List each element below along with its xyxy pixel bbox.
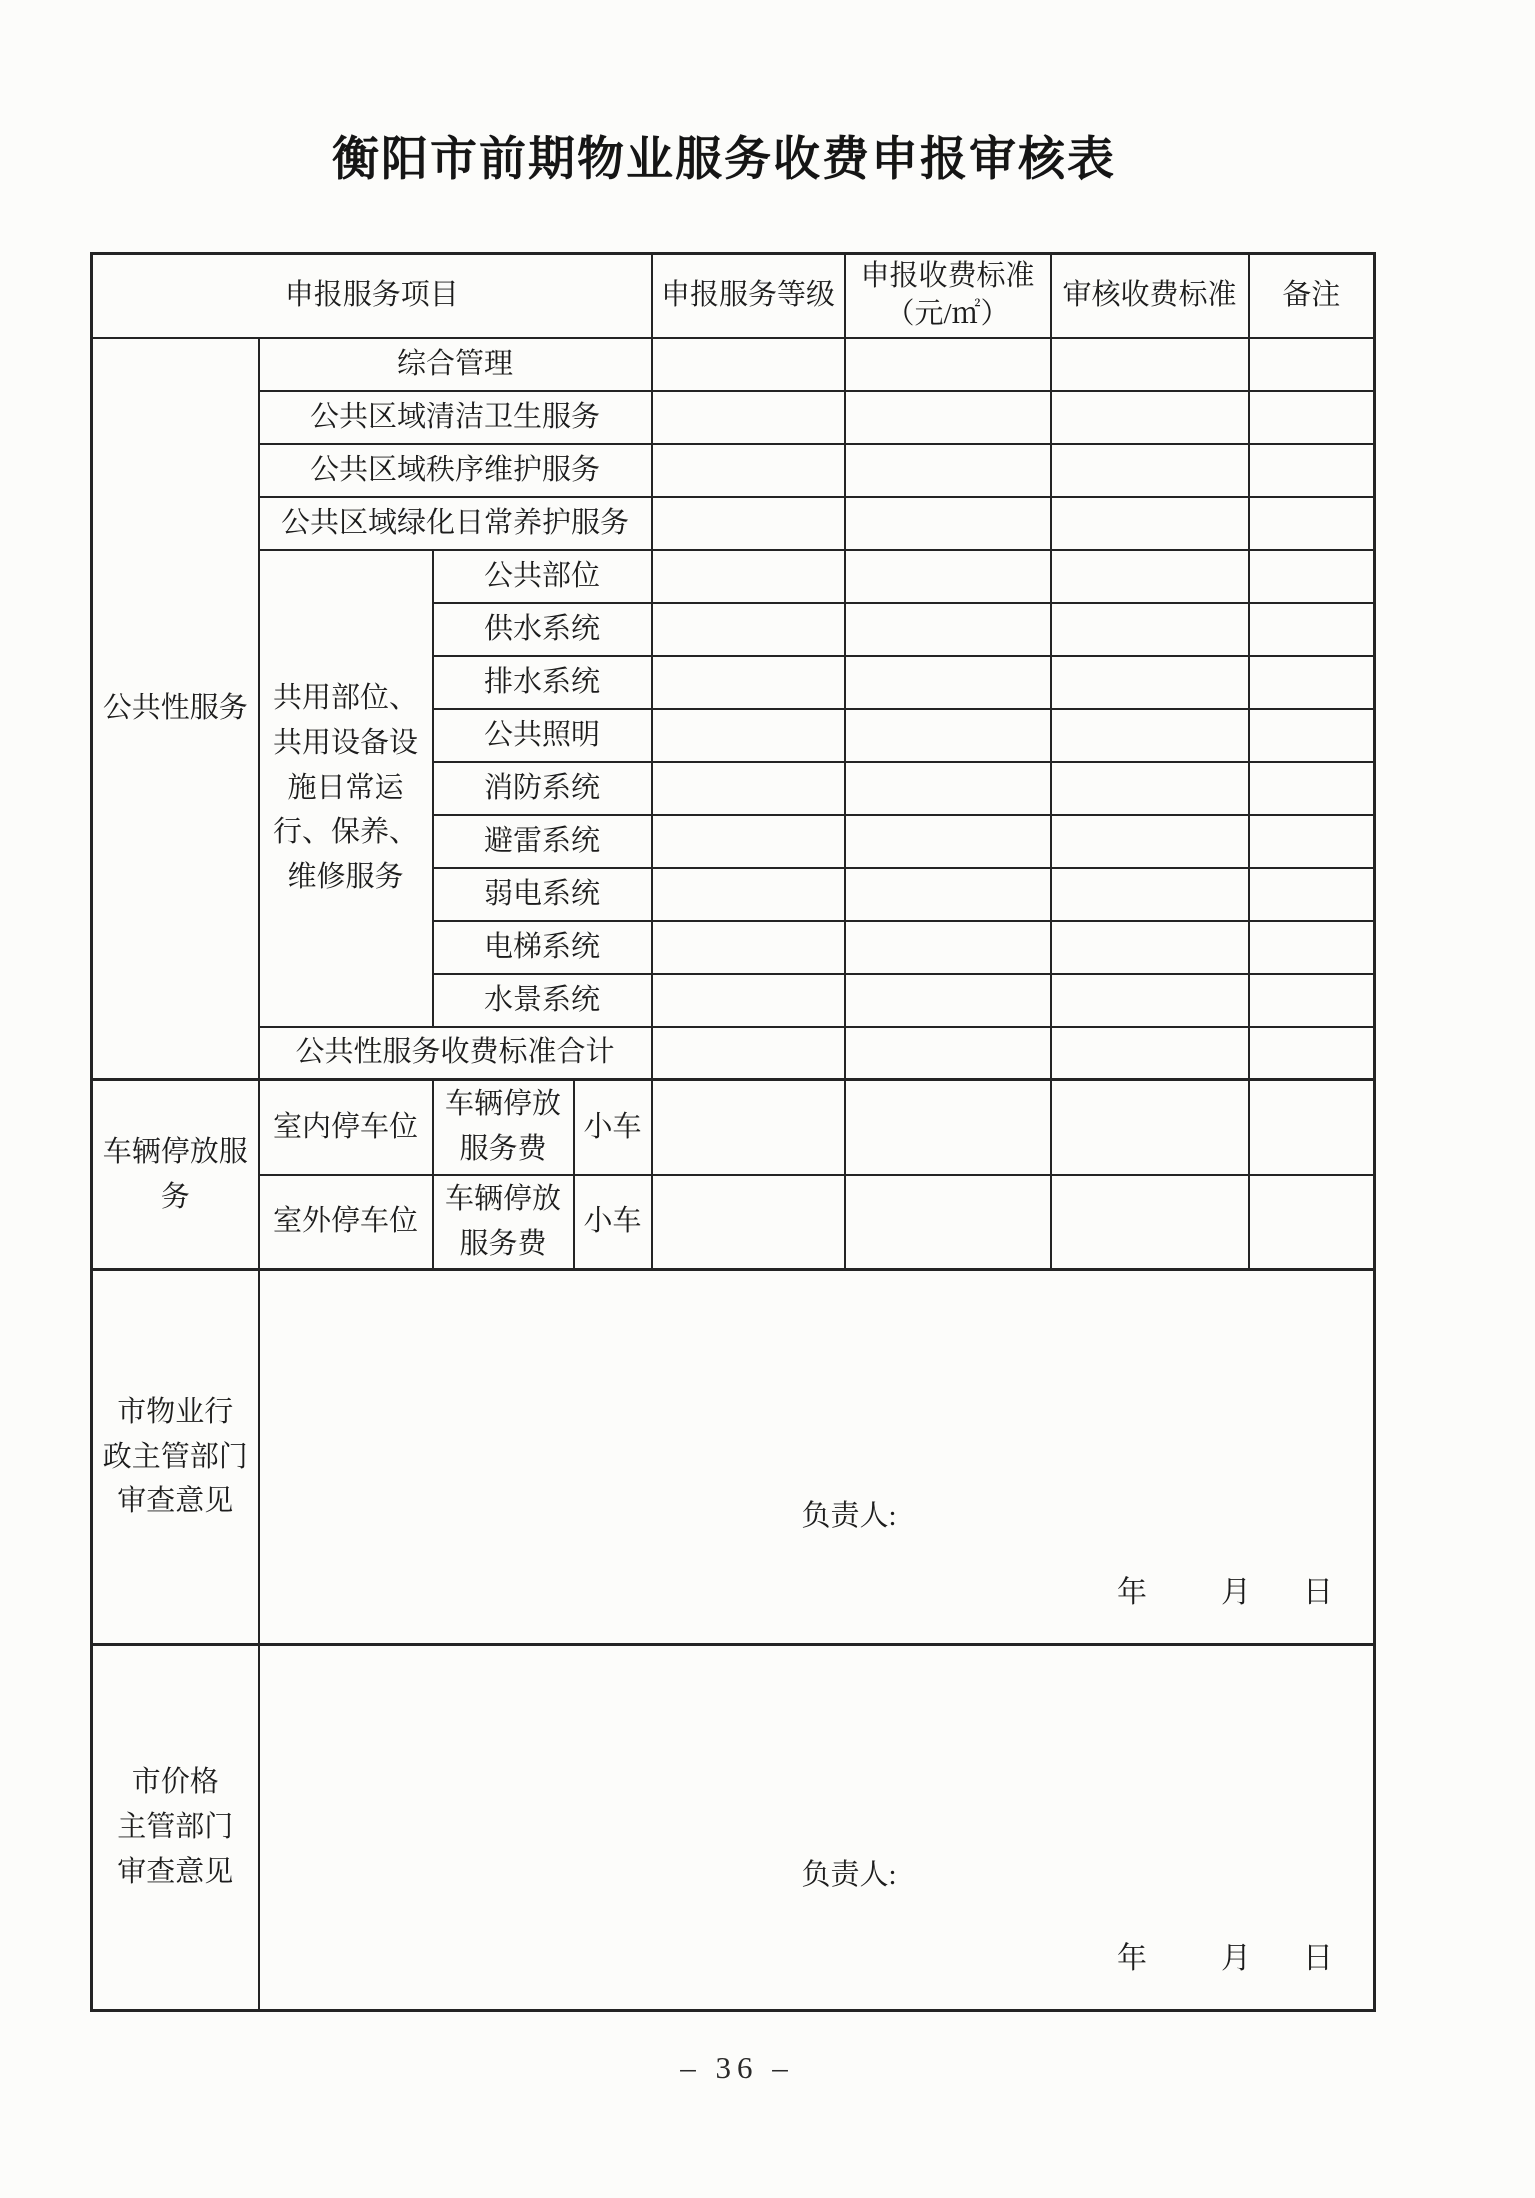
empty-cell	[1051, 815, 1249, 868]
empty-cell	[1051, 1027, 1249, 1080]
header-grade: 申报服务等级	[652, 254, 845, 338]
empty-cell	[845, 815, 1051, 868]
header-declared-standard	[845, 254, 1051, 338]
header-declared-line1: 申报收费标准	[860, 260, 1035, 293]
date-line	[1117, 1570, 1333, 1617]
parking-vehicle-type: 小车	[574, 1080, 652, 1175]
parking-fee-type: 车辆停放服务费	[433, 1175, 574, 1270]
empty-cell	[652, 1175, 845, 1270]
empty-cell	[1249, 391, 1375, 444]
empty-cell	[1051, 1175, 1249, 1270]
empty-cell	[652, 974, 845, 1027]
empty-cell	[1249, 550, 1375, 603]
service-item-fire-protection: 消防系统	[433, 762, 652, 815]
empty-cell	[1051, 709, 1249, 762]
empty-cell	[652, 762, 845, 815]
empty-cell	[1249, 762, 1375, 815]
empty-cell	[845, 656, 1051, 709]
service-item-drainage: 排水系统	[433, 656, 652, 709]
empty-cell	[845, 762, 1051, 815]
empty-cell	[652, 550, 845, 603]
empty-cell	[1051, 974, 1249, 1027]
empty-cell	[1051, 391, 1249, 444]
public-services-total-label: 公共性服务收费标准合计	[259, 1027, 652, 1080]
empty-cell	[652, 921, 845, 974]
parking-location-indoor: 室内停车位	[259, 1080, 433, 1175]
table-row	[92, 497, 1375, 550]
empty-cell	[1249, 338, 1375, 391]
service-item-cleaning: 公共区域清洁卫生服务	[259, 391, 652, 444]
service-item-common-areas: 公共部位	[433, 550, 652, 603]
empty-cell	[1249, 1175, 1375, 1270]
parking-fee-type: 车辆停放服务费	[433, 1080, 574, 1175]
empty-cell	[1051, 550, 1249, 603]
empty-cell	[652, 497, 845, 550]
parking-row-indoor	[92, 1080, 1375, 1175]
empty-cell	[652, 868, 845, 921]
empty-cell	[1249, 921, 1375, 974]
empty-cell	[1051, 921, 1249, 974]
year-label: 年	[1117, 1576, 1148, 1609]
empty-cell	[1051, 603, 1249, 656]
month-label: 月	[1221, 1576, 1252, 1609]
table-row	[92, 391, 1375, 444]
empty-cell	[652, 709, 845, 762]
page-title: 衡阳市前期物业服务收费申报审核表	[332, 132, 1116, 185]
parking-location-outdoor: 室外停车位	[259, 1175, 433, 1270]
empty-cell	[1249, 497, 1375, 550]
empty-cell	[845, 1175, 1051, 1270]
empty-cell	[845, 868, 1051, 921]
parking-vehicle-type: 小车	[574, 1175, 652, 1270]
empty-cell	[1051, 762, 1249, 815]
empty-cell	[1051, 497, 1249, 550]
empty-cell	[845, 338, 1051, 391]
total-row	[92, 1027, 1375, 1080]
empty-cell	[1051, 1080, 1249, 1175]
price-authority-review-label: 市价格主管部门审查意见	[92, 1645, 259, 2011]
day-label: 日	[1303, 1942, 1334, 1975]
header-declared-unit: （元/㎡）	[885, 297, 1010, 330]
empty-cell	[845, 709, 1051, 762]
fee-review-table	[90, 252, 1376, 2012]
signer-label: 负责人:	[801, 1499, 897, 1532]
property-authority-review-area	[259, 1270, 1375, 1645]
empty-cell	[652, 1080, 845, 1175]
header-remark: 备注	[1249, 254, 1375, 338]
empty-cell	[845, 391, 1051, 444]
empty-cell	[652, 815, 845, 868]
empty-cell	[652, 656, 845, 709]
empty-cell	[652, 338, 845, 391]
table-row	[92, 550, 1375, 603]
service-item-water-supply: 供水系统	[433, 603, 652, 656]
table-row	[92, 338, 1375, 391]
empty-cell	[1249, 815, 1375, 868]
date-line	[1117, 1936, 1333, 1983]
empty-cell	[1249, 974, 1375, 1027]
year-label: 年	[1117, 1942, 1148, 1975]
empty-cell	[845, 1027, 1051, 1080]
empty-cell	[1051, 868, 1249, 921]
page-number: – 36 –	[680, 2050, 794, 2085]
empty-cell	[845, 444, 1051, 497]
empty-cell	[652, 1027, 845, 1080]
empty-cell	[845, 921, 1051, 974]
signer-label: 负责人:	[801, 1858, 897, 1891]
empty-cell	[1051, 444, 1249, 497]
empty-cell	[1249, 709, 1375, 762]
empty-cell	[845, 603, 1051, 656]
service-item-order-maintenance: 公共区域秩序维护服务	[259, 444, 652, 497]
empty-cell	[652, 444, 845, 497]
price-authority-review-area	[259, 1645, 1375, 2011]
service-item-greening: 公共区域绿化日常养护服务	[259, 497, 652, 550]
opinion-box	[268, 1272, 1366, 1643]
empty-cell	[652, 603, 845, 656]
parking-row-outdoor	[92, 1175, 1375, 1270]
table-row	[92, 444, 1375, 497]
opinion-box	[268, 1647, 1366, 2009]
empty-cell	[1249, 444, 1375, 497]
service-item-water-feature: 水景系统	[433, 974, 652, 1027]
empty-cell	[1249, 603, 1375, 656]
header-project: 申报服务项目	[92, 254, 652, 338]
service-item-weak-current: 弱电系统	[433, 868, 652, 921]
price-authority-review-section	[92, 1645, 1375, 2011]
shared-facilities-group-label: 共用部位、共用设备设施日常运行、保养、维修服务	[259, 550, 433, 1027]
empty-cell	[845, 550, 1051, 603]
service-item-public-lighting: 公共照明	[433, 709, 652, 762]
property-authority-review-section	[92, 1270, 1375, 1645]
month-label: 月	[1221, 1942, 1252, 1975]
property-authority-review-label: 市物业行政主管部门审查意见	[92, 1270, 259, 1645]
empty-cell	[845, 497, 1051, 550]
header-approved-standard: 审核收费标准	[1051, 254, 1249, 338]
empty-cell	[1249, 1027, 1375, 1080]
empty-cell	[1249, 1080, 1375, 1175]
category-parking: 车辆停放服务	[92, 1080, 259, 1270]
empty-cell	[652, 391, 845, 444]
empty-cell	[845, 974, 1051, 1027]
empty-cell	[1051, 656, 1249, 709]
empty-cell	[1051, 338, 1249, 391]
day-label: 日	[1303, 1576, 1334, 1609]
empty-cell	[1249, 868, 1375, 921]
empty-cell	[845, 1080, 1051, 1175]
service-item-general-management: 综合管理	[259, 338, 652, 391]
service-item-lightning-protection: 避雷系统	[433, 815, 652, 868]
service-item-elevator: 电梯系统	[433, 921, 652, 974]
empty-cell	[1249, 656, 1375, 709]
header-row	[92, 254, 1375, 338]
category-public-services: 公共性服务	[92, 338, 259, 1080]
